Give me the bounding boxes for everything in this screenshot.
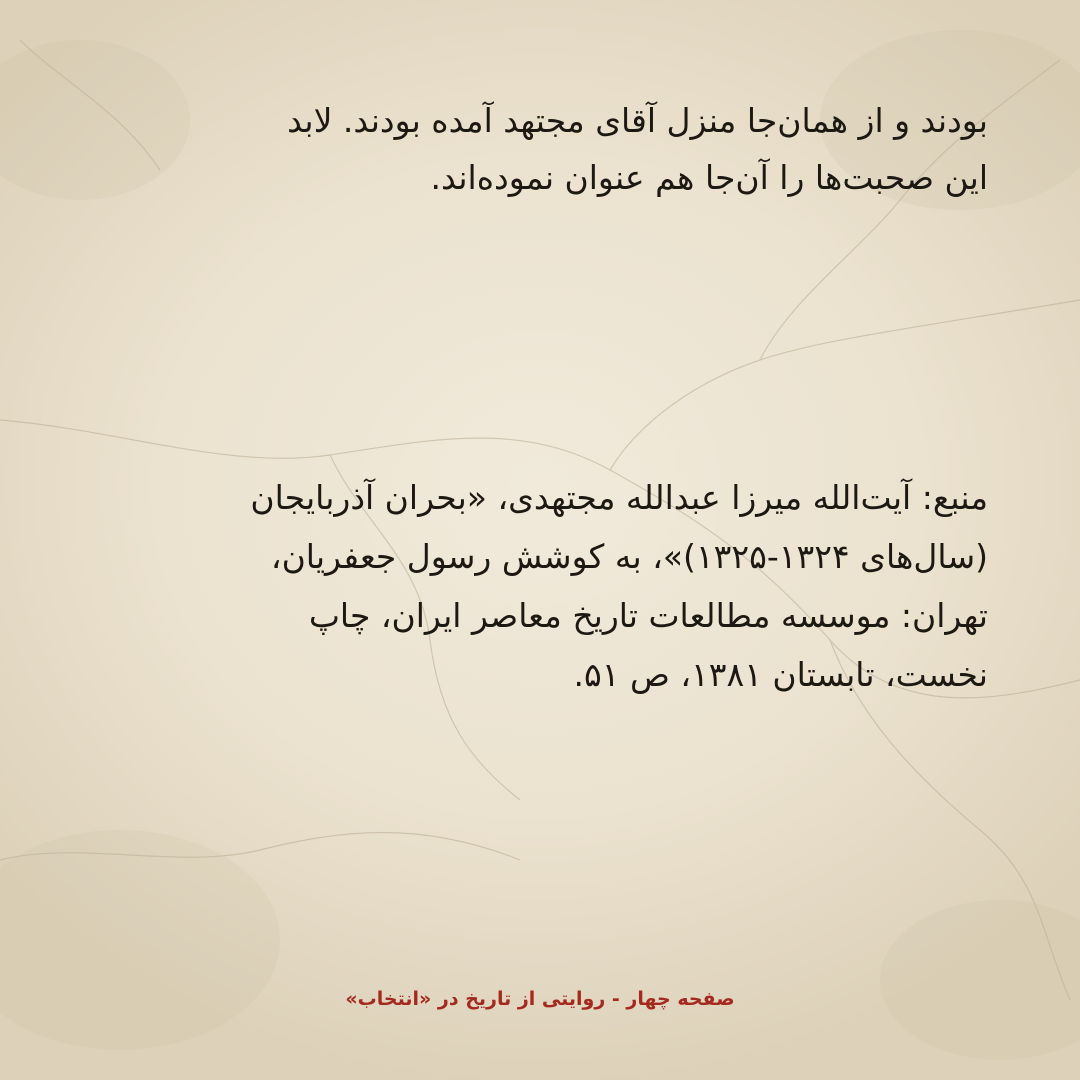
- page-footer-caption: صفحه چهار - روایتی از تاریخ در «انتخاب»: [345, 988, 735, 1010]
- quote-paragraph: بودند و از همان‌جا منزل آقای مجتهد آمده بودند. لابد این صحبت‌ها را آن‌جا هم عنوان نموده‌اند.: [287, 101, 988, 197]
- source-citation: منبع: آیت‌الله میرزا عبدالله مجتهدی، «بحران آذربایجان (سال‌های ۱۳۲۴-۱۳۲۵)»، به کوشش رسول جعفریان، تهران: موسسه مطالعات تاریخ معاصر ایران، چاپ نخست، تابستان ۱۳۸۱، ص ۵۱.: [250, 478, 988, 694]
